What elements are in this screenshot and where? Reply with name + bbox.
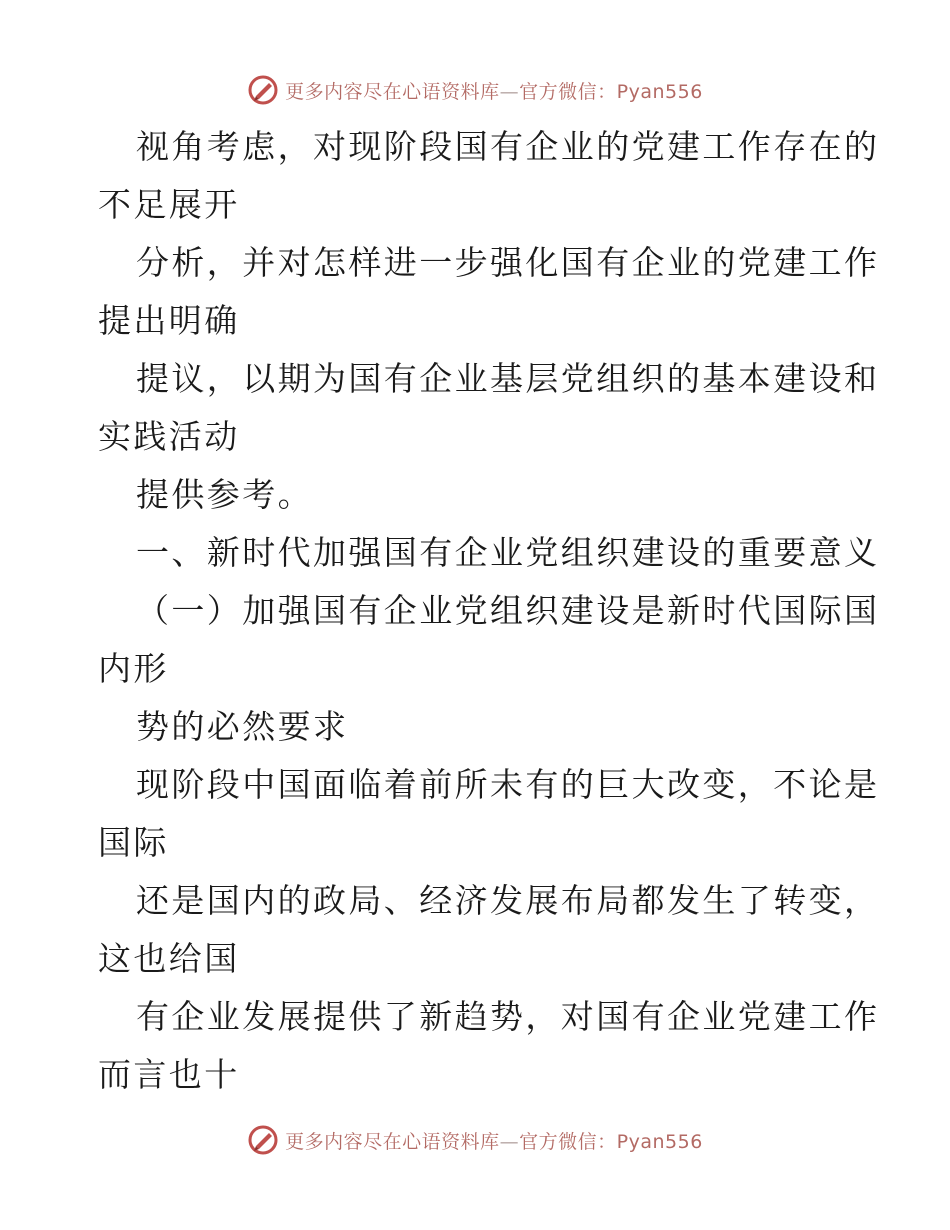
footer-watermark-text: 更多内容尽在心语资料库—官方微信：Pyan556 [285, 1130, 703, 1153]
header-watermark [0, 70, 950, 110]
paragraph-line: 国际 [98, 823, 169, 862]
subsection-heading-cont: 势的必然要求 [136, 707, 349, 746]
header-watermark-text: 更多内容尽在心语资料库—官方微信：Pyan556 [285, 80, 703, 103]
paragraph-line: 这也给国 [98, 939, 240, 978]
pen-logo-icon [247, 1124, 279, 1156]
subsection-heading-cont: 内形 [98, 649, 169, 688]
footer-watermark [0, 1120, 950, 1160]
subsection-heading: （一）加强国有企业党组织建设是新时代国际国 [136, 591, 880, 630]
paragraph-line: 不足展开 [98, 185, 240, 224]
paragraph-line: 分析，并对怎样进一步强化国有企业的党建工作 [136, 243, 880, 282]
paragraph-line: 而言也十 [98, 1055, 240, 1094]
paragraph-line: 视角考虑，对现阶段国有企业的党建工作存在的 [136, 127, 880, 166]
paragraph-line: 提议，以期为国有企业基层党组织的基本建设和 [136, 359, 880, 398]
pen-logo-icon [247, 74, 279, 106]
paragraph-line: 实践活动 [98, 417, 240, 456]
paragraph-line: 还是国内的政局、经济发展布局都发生了转变， [136, 881, 880, 920]
section-heading: 一、新时代加强国有企业党组织建设的重要意义 [136, 533, 880, 572]
paragraph-line: 有企业发展提供了新趋势，对国有企业党建工作 [136, 997, 880, 1036]
paragraph-line: 提出明确 [98, 301, 240, 340]
paragraph-line: 提供参考。 [136, 475, 313, 514]
document-body [98, 118, 880, 1104]
paragraph-line: 现阶段中国面临着前所未有的巨大改变，不论是 [136, 765, 880, 804]
